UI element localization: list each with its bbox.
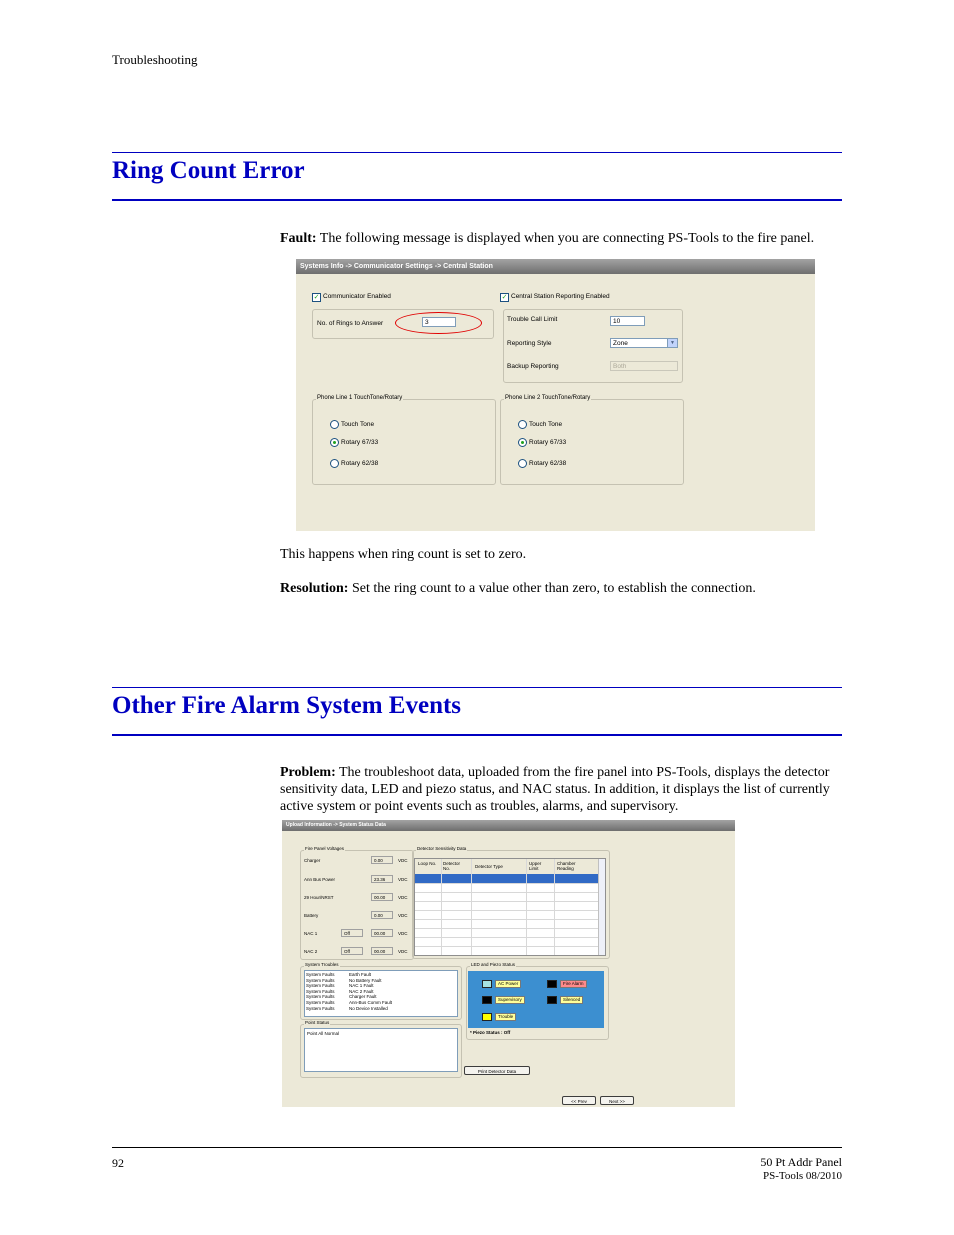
resolution-text: Set the ring count to a value other than zero, to establish the connection.	[348, 581, 756, 596]
rings-input[interactable]: 3	[422, 317, 456, 327]
section-title-other-events: Other Fire Alarm System Events	[112, 692, 462, 719]
voltage-unit: VDC	[398, 931, 408, 936]
screenshot-title-bar: Systems Info -> Communicator Settings -> Central Station	[296, 259, 815, 274]
nac-state-box: Off	[341, 947, 363, 955]
trouble-call-label: Trouble Call Limit	[507, 316, 558, 323]
voltage-value-box: 00.00	[371, 929, 393, 937]
section2-rule-top	[112, 687, 842, 688]
line2-rotary67-label: Rotary 67/33	[529, 439, 567, 446]
line1-touch-radio[interactable]	[330, 420, 339, 429]
voltage-value-box: 00.00	[371, 947, 393, 955]
trouble-type: System Faults	[306, 977, 335, 983]
table-row-line	[415, 946, 599, 947]
voltage-unit: VDC	[398, 949, 408, 954]
led-indicator	[482, 980, 492, 988]
table-row-line	[415, 910, 599, 911]
backup-reporting-input: Both	[610, 361, 678, 371]
table-row-line	[415, 919, 599, 920]
line2-group-label: Phone Line 2 TouchTone/Rotary	[505, 395, 591, 401]
page-number: 92	[112, 1156, 124, 1170]
communicator-settings-screenshot	[296, 259, 815, 531]
line2-rotary67-radio[interactable]	[518, 438, 527, 447]
voltage-value-box: 0.00	[371, 856, 393, 864]
trouble-type: System Faults	[306, 972, 335, 977]
line2-rotary62-radio[interactable]	[518, 459, 527, 468]
line1-rotary62-label: Rotary 62/38	[341, 460, 379, 467]
led-indicator	[482, 996, 492, 1004]
voltages-group-label: Fire Panel Voltages	[305, 846, 345, 851]
section-title-ring-count: Ring Count Error	[112, 157, 305, 184]
footer-product: 50 Pt Addr Panel	[760, 1155, 842, 1169]
selected-row[interactable]	[415, 874, 599, 883]
problem-line3: active system or point events such as troubles, alarms, and supervisory.	[280, 799, 679, 814]
rings-label: No. of Rings to Answer	[317, 320, 384, 327]
problem-line1: The troubleshoot data, uploaded from the fire panel into PS-Tools, displays the detector	[335, 765, 830, 780]
table-row-line	[415, 883, 599, 884]
system-status-screenshot	[282, 820, 735, 1107]
trouble-desc: NAC 2 Fault	[349, 988, 374, 994]
central-reporting-label: Central Station Reporting Enabled	[511, 293, 610, 300]
reporting-style-label: Reporting Style	[507, 340, 552, 347]
table-column-line	[526, 859, 527, 955]
reporting-style-select[interactable]	[610, 338, 678, 348]
prev-button[interactable]: << Prev	[562, 1096, 596, 1105]
trouble-call-input[interactable]: 10	[610, 316, 645, 326]
led-label: Silenced	[560, 996, 583, 1004]
fault-label: Fault:	[280, 231, 317, 246]
footer-doc-ref: PS-Tools 08/2010	[763, 1170, 842, 1182]
trouble-desc: Charger Fault	[349, 994, 377, 1000]
voltage-label: 29 Hour/NRST	[304, 895, 334, 900]
footer-rule	[112, 1147, 842, 1148]
line2-group	[500, 399, 684, 485]
col-detector: Detector No.	[443, 861, 461, 871]
fault-text: The following message is displayed when you are connecting PS-Tools to the fire panel.	[316, 231, 815, 246]
problem-paragraph	[280, 764, 840, 815]
voltage-value-box: 23.36	[371, 875, 393, 883]
line2-rotary62-label: Rotary 62/38	[529, 460, 567, 467]
line1-touch-label: Touch Tone	[341, 421, 375, 428]
table-scrollbar[interactable]	[598, 859, 605, 955]
fault-paragraph	[280, 230, 840, 247]
led-indicator	[482, 1013, 492, 1021]
screenshot2-title-bar: Upload Information -> System Status Data	[282, 820, 735, 831]
sensitivity-group-label: Detector Sensitivity Data	[417, 846, 467, 851]
line1-rotary67-radio[interactable]	[330, 438, 339, 447]
col-loop: Loop No.	[418, 861, 437, 866]
sensitivity-table	[414, 858, 606, 956]
voltage-unit: VDC	[398, 913, 408, 918]
problem-line2: sensitivity data, LED and piezo status, and NAC status. In addition, it displays the list of currently	[280, 782, 830, 797]
table-row-line	[415, 928, 599, 929]
voltage-value-box: 0.00	[371, 911, 393, 919]
table-row-line	[415, 937, 599, 938]
line1-group-label: Phone Line 1 TouchTone/Rotary	[317, 395, 403, 401]
led-label: Fire Alarm	[560, 980, 587, 988]
problem-label: Problem:	[280, 765, 336, 780]
section-rule-top	[112, 152, 842, 153]
trouble-desc: Earth Fault	[349, 972, 372, 977]
nac-state-box: Off	[341, 929, 363, 937]
col-type: Detector Type	[475, 864, 503, 869]
table-column-line	[441, 859, 442, 955]
col-chamber: Chamber Reading	[557, 861, 576, 871]
table-row-line	[415, 892, 599, 893]
voltage-label: NAC 2	[304, 949, 318, 954]
resolution-label: Resolution:	[280, 581, 349, 596]
reporting-style-value: Zone	[613, 340, 628, 347]
central-reporting-checkbox[interactable]: ✓	[501, 294, 508, 301]
col-upper: Upper Limit	[529, 861, 542, 871]
trouble-type: System Faults	[306, 994, 335, 1000]
troubles-group-label: System Troubles	[305, 962, 339, 967]
led-group-label: LED and Piezo Status	[471, 962, 516, 967]
table-row-line	[415, 901, 599, 902]
voltage-unit: VDC	[398, 895, 408, 900]
led-label: AC Power	[495, 980, 521, 988]
voltage-value-box: 00.00	[371, 893, 393, 901]
voltage-label: Ann Bus Power	[304, 877, 336, 882]
piezo-status: * Piezo Status : Off	[470, 1030, 511, 1035]
trouble-desc: NAC 1 Fault	[349, 983, 374, 989]
highlight-oval	[395, 312, 482, 334]
resolution-paragraph	[280, 580, 840, 597]
section-rule-bottom	[112, 199, 842, 201]
trouble-desc: No Battery Fault	[349, 977, 382, 983]
voltage-label: Battery	[304, 913, 319, 918]
line2-touch-label: Touch Tone	[529, 421, 563, 428]
section2-rule-bottom	[112, 734, 842, 736]
voltage-unit: VDC	[398, 858, 408, 863]
trouble-type: System Faults	[306, 1000, 335, 1005]
point-status-label: Point Status	[305, 1020, 330, 1025]
print-detector-data-button[interactable]: Print Detector Data	[464, 1066, 530, 1075]
communicator-enabled-checkbox[interactable]: ✓	[313, 294, 320, 301]
next-button[interactable]: Next >>	[600, 1096, 634, 1105]
point-status-list[interactable]	[304, 1028, 458, 1072]
line1-group	[312, 399, 496, 485]
trouble-type: System Faults	[306, 1005, 335, 1011]
line2-touch-radio[interactable]	[518, 420, 527, 429]
communicator-enabled-label: Communicator Enabled	[323, 293, 391, 300]
sensitivity-header	[415, 859, 599, 875]
table-column-line	[471, 859, 472, 955]
voltage-label: Charger	[304, 858, 321, 863]
cause-paragraph: This happens when ring count is set to zero.	[280, 547, 527, 562]
line1-rotary62-radio[interactable]	[330, 459, 339, 468]
led-indicator	[547, 996, 557, 1004]
point-status-text: Point All Normal	[307, 1031, 340, 1036]
chevron-down-icon[interactable]: ▼	[667, 339, 677, 347]
trouble-type: System Faults	[306, 988, 335, 994]
trouble-desc: No Device Installed	[349, 1005, 388, 1011]
voltage-label: NAC 1	[304, 931, 318, 936]
voltage-unit: VDC	[398, 877, 408, 882]
running-head: Troubleshooting	[112, 52, 198, 67]
led-label: Trouble	[495, 1013, 516, 1021]
trouble-type: System Faults	[306, 983, 335, 989]
led-indicator	[547, 980, 557, 988]
line1-rotary67-label: Rotary 67/33	[341, 439, 379, 446]
backup-reporting-label: Backup Reporting	[507, 363, 559, 370]
table-column-line	[554, 859, 555, 955]
voltages-group	[300, 850, 414, 960]
led-label: Supervisory	[495, 996, 525, 1004]
trouble-desc: Ann-Bus Comm Fault	[349, 1000, 393, 1005]
